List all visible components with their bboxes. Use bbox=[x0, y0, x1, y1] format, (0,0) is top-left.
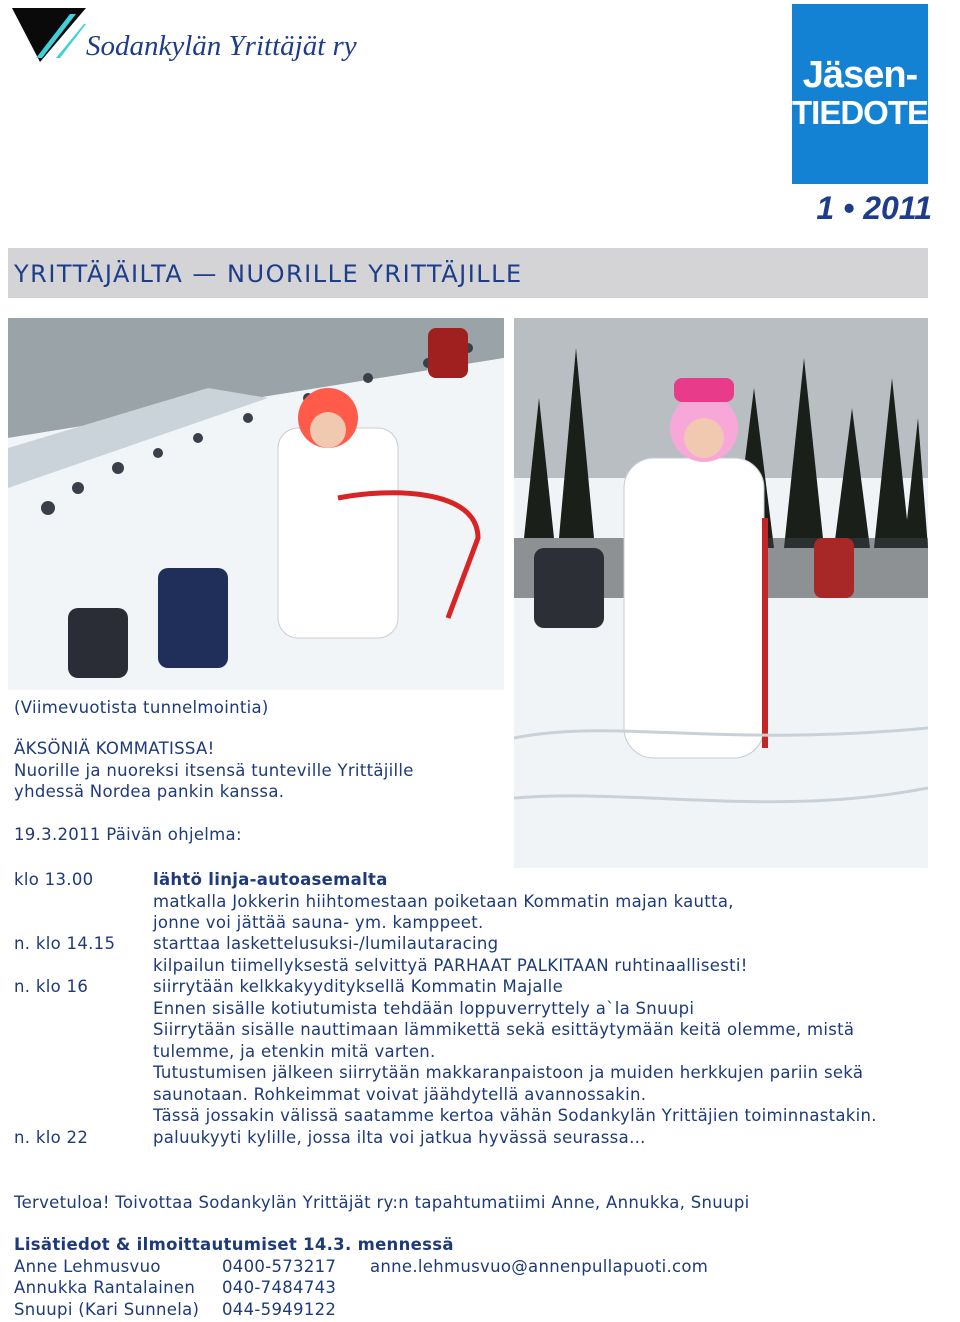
schedule-item bbox=[153, 1127, 646, 1149]
schedule-time: n. klo 16 bbox=[14, 977, 89, 996]
schedule-time: n. klo 22 bbox=[14, 1128, 89, 1147]
intro-line1: Nuorille ja nuoreksi itsensä tunteville Yrittäjille bbox=[14, 760, 414, 780]
contact-name: Snuupi (Kari Sunnela) bbox=[14, 1299, 200, 1319]
contacts-block bbox=[14, 1234, 708, 1320]
schedule-line: Tutustumisen jälkeen siirrytään makkaranpaistoon ja muiden herkkujen pariin sekä bbox=[153, 1063, 864, 1082]
badge-line1: Jäsen- bbox=[802, 54, 918, 96]
triangle-logo-icon bbox=[12, 8, 86, 62]
schedule-line: jonne voi jättää sauna- ym. kamppeet. bbox=[153, 913, 484, 932]
schedule-line: lähtö linja-autoasemalta bbox=[153, 870, 388, 889]
contact-phone: 040-7484743 bbox=[222, 1278, 337, 1297]
program-heading: 19.3.2011 Päivän ohjelma: bbox=[14, 825, 242, 844]
contact-phone: 0400-573217 bbox=[222, 1256, 337, 1276]
title-bar bbox=[8, 248, 928, 298]
contact-name: Annukka Rantalainen bbox=[14, 1278, 196, 1297]
schedule-line: tulemme, ja etenkin mitä varten. bbox=[153, 1041, 436, 1061]
contacts-heading: Lisätiedot & ilmoittautumiset 14.3. mennessä bbox=[14, 1235, 454, 1254]
ice-fishing-photo-left bbox=[8, 318, 504, 690]
schedule-time: n. klo 14.15 bbox=[14, 934, 116, 953]
photo-caption: (Viimevuotista tunnelmointia) bbox=[14, 698, 269, 717]
contact-phone: 044-5949122 bbox=[222, 1299, 337, 1319]
contact-email-link[interactable]: anne.lehmusvuo@annenpullapuoti.com bbox=[370, 1256, 709, 1276]
schedule-line: Siirrytään sisälle nauttimaan lämmikettä sekä esittäytymään keitä olemme, mistä bbox=[153, 1020, 855, 1039]
schedule-time: klo 13.00 bbox=[14, 870, 94, 889]
schedule-line: matkalla Jokkerin hiihtomestaan poiketaan Kommatin majan kautta, bbox=[153, 891, 734, 911]
schedule-item bbox=[153, 933, 748, 976]
org-name: Sodankylän Yrittäjät ry bbox=[86, 30, 357, 62]
page-title: YRITTÄJÄILTA — NUORILLE YRITTÄJILLE bbox=[14, 260, 523, 288]
schedule-line: siirrytään kelkkakyydityksellä Kommatin Majalle bbox=[153, 977, 564, 996]
intro-line2: yhdessä Nordea pankin kanssa. bbox=[14, 782, 285, 801]
schedule-line: Tässä jossakin välissä saatamme kertoa vähän Sodankylän Yrittäjien toiminnastakin. bbox=[153, 1106, 877, 1125]
jasentiedote-badge bbox=[792, 4, 928, 184]
schedule-line: starttaa laskettelusuksi-/lumilautaracing bbox=[153, 934, 499, 953]
contact-row bbox=[14, 1277, 708, 1299]
schedule-item bbox=[153, 976, 877, 1127]
badge-line2: TIEDOTE bbox=[792, 94, 929, 131]
contact-name: Anne Lehmusvuo bbox=[14, 1256, 161, 1276]
contact-row bbox=[14, 1299, 708, 1321]
schedule-line: paluukyyti kylille, jossa ilta voi jatkua hyvässä seurassa… bbox=[153, 1128, 646, 1147]
schedule-item bbox=[153, 869, 734, 934]
contact-row bbox=[14, 1256, 708, 1278]
intro-heading: ÄKSÖNIÄ KOMMATISSA! bbox=[14, 739, 215, 758]
schedule-line: Ennen sisälle kotiutumista tehdään loppuverryttely a`la Snuupi bbox=[153, 998, 695, 1018]
schedule-line: saunotaan. Rohkeimmat voivat jäähdytellä avannossakin. bbox=[153, 1084, 647, 1104]
welcome-text: Tervetuloa! Toivottaa Sodankylän Yrittäjät ry:n tapahtumatiimi Anne, Annukka, Snuupi bbox=[14, 1193, 750, 1212]
ice-fishing-photo-right bbox=[514, 318, 928, 868]
schedule-line: kilpailun tiimellyksestä selvittyä PARHAAT PALKITAAN ruhtinaallisesti! bbox=[153, 955, 748, 975]
issue-number: 1 • 2011 bbox=[816, 190, 932, 226]
intro-block bbox=[14, 738, 414, 803]
